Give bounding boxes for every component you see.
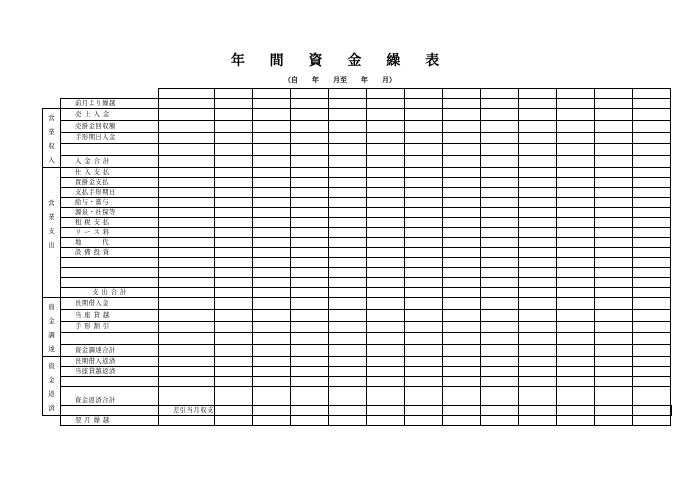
table-row: [43, 406, 672, 416]
table-row: [43, 377, 672, 387]
table-row: [43, 218, 672, 228]
table-row: [43, 288, 672, 298]
table-row: [43, 248, 672, 258]
section-funding: 資 金 調 達: [43, 298, 61, 357]
row-label: 買掛金支払: [61, 178, 159, 188]
row-label: 売 上 入 金: [61, 109, 159, 121]
table-row: [43, 208, 672, 218]
row-label: 手形期日入金: [61, 132, 159, 144]
table-row: [43, 309, 672, 321]
table-row: [43, 109, 672, 121]
row-label: リ ー ス 料: [61, 228, 159, 238]
table-row: [43, 99, 672, 109]
row-label: 翌 月 繰 越: [61, 416, 159, 426]
section-operating-income: 営 業 収 入: [43, 109, 61, 168]
period-range: （自 年 月至 年 月）: [284, 76, 396, 84]
table-row: [43, 228, 672, 238]
table-row: [43, 357, 672, 367]
row-label: 地 代: [61, 238, 159, 248]
row-label: 設 備 投 資: [61, 248, 159, 258]
table-row: [43, 120, 672, 132]
table-row: [43, 168, 672, 178]
table-row: [43, 132, 672, 144]
row-label: 長期借入金: [61, 298, 159, 310]
table-row: [43, 178, 672, 188]
table-row: [43, 345, 672, 357]
cash-flow-table: [42, 88, 672, 426]
table-row: [43, 268, 672, 278]
row-label: 売掛金回収額: [61, 120, 159, 132]
row-label: 源泉・社保等: [61, 208, 159, 218]
table-row: [43, 387, 672, 406]
row-label: 支 出 合 計: [61, 288, 159, 298]
table-row: [43, 416, 672, 426]
row-label: 資金調達合計: [61, 345, 159, 357]
table-row: [43, 156, 672, 168]
table-row: [43, 198, 672, 208]
table-row: [43, 258, 672, 268]
row-label: 当 座 貸 越: [61, 309, 159, 321]
table-row: [43, 298, 672, 310]
table-row: [43, 188, 672, 198]
row-label: 給与・賞与: [61, 198, 159, 208]
row-label: 当座貸越返済: [61, 367, 159, 377]
month-header-row: [43, 89, 672, 99]
table-row: [43, 321, 672, 333]
row-label: 資金返済合計: [61, 387, 159, 406]
row-label: 差引当月収支: [159, 406, 215, 416]
table-row: [43, 333, 672, 345]
sheet-title: 年 間 資 金 繰 表: [230, 53, 450, 69]
row-label: 入 金 合 計: [61, 156, 159, 168]
table-row: [43, 367, 672, 377]
section-operating-expense: 営 業 支 出: [43, 168, 61, 298]
table-row: [43, 144, 672, 156]
row-label: 租 税 支 払: [61, 218, 159, 228]
row-label: 支払手形期日: [61, 188, 159, 198]
table-row: [43, 238, 672, 248]
table-row: [43, 278, 672, 288]
section-repayment: 資 金 返 済: [43, 357, 61, 416]
row-label: 前月より繰越: [61, 99, 159, 109]
row-label: 長期借入返済: [61, 357, 159, 367]
row-label: 仕 入 支 払: [61, 168, 159, 178]
row-label: 手 形 割 引: [61, 321, 159, 333]
